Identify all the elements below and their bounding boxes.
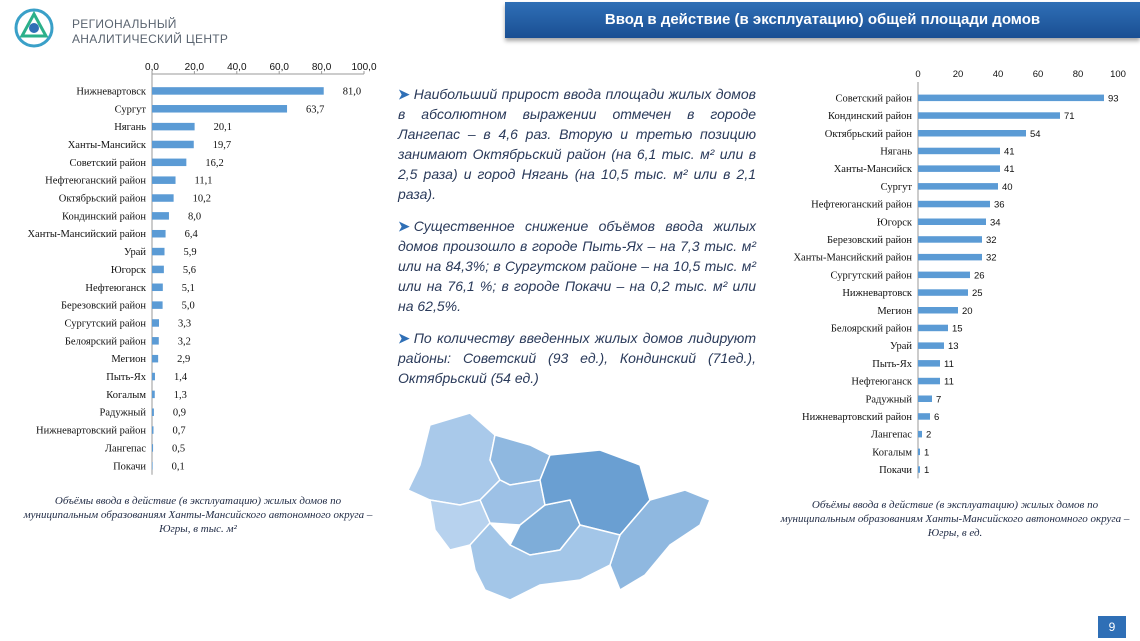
left-data-label: 19,7 xyxy=(212,139,232,151)
right-data-label: 93 xyxy=(1108,93,1119,105)
left-category-label: Мегион xyxy=(111,354,146,366)
left-category-label: Сургут xyxy=(114,104,146,116)
left-bar xyxy=(152,355,158,363)
left-category-label: Кондинский район xyxy=(62,211,146,223)
right-data-label: 1 xyxy=(924,465,930,477)
left-bar xyxy=(152,426,153,434)
left-bar xyxy=(152,373,155,381)
page-number: 9 xyxy=(1098,616,1126,638)
right-category-label: Нижневартовский район xyxy=(802,411,912,423)
right-category-label: Нефтеюганск xyxy=(851,376,912,388)
right-data-label: 36 xyxy=(994,199,1005,211)
left-category-label: Ханты-Мансийский район xyxy=(27,229,146,241)
notes-panel xyxy=(398,84,756,400)
left-tick-label: 100,0 xyxy=(351,62,377,73)
left-bar xyxy=(152,462,153,470)
logo-line2: АНАЛИТИЧЕСКИЙ ЦЕНТР xyxy=(72,32,229,46)
right-category-label: Березовский район xyxy=(827,234,912,246)
right-tick-label: 20 xyxy=(952,69,964,80)
right-data-label: 20 xyxy=(962,305,973,317)
map-region-west xyxy=(408,413,500,505)
left-category-label: Нижневартовский район xyxy=(36,425,146,437)
right-bar xyxy=(918,289,968,296)
note-3-text: По количеству введенных жилых домов лидируют районы: Советский (93 ед.), Кондинский (71ед.), Октябрьский (54 ед.) xyxy=(398,330,756,386)
left-bar xyxy=(152,176,176,184)
caption-left: Объёмы ввода в действие (в эксплуатацию) жилых домов по муниципальным образованиям Ханты-Мансийского автономного округа – Югры, в тыс. м² xyxy=(23,495,373,535)
right-bar xyxy=(918,165,1000,172)
right-bar xyxy=(918,342,944,349)
right-tick-label: 80 xyxy=(1072,69,1084,80)
left-category-label: Покачи xyxy=(113,461,146,473)
left-bar xyxy=(152,87,324,95)
right-data-label: 11 xyxy=(944,376,954,388)
left-data-label: 16,2 xyxy=(205,157,224,169)
left-bar xyxy=(152,248,165,256)
right-bar xyxy=(918,219,986,226)
right-tick-label: 100 xyxy=(1110,69,1126,80)
left-data-label: 3,3 xyxy=(177,318,192,330)
left-category-label: Советский район xyxy=(69,157,146,169)
left-category-label: Пыть-Ях xyxy=(106,372,146,384)
left-data-label: 5,1 xyxy=(181,282,195,294)
right-category-label: Лангепас xyxy=(870,429,912,441)
left-tick-label: 0,0 xyxy=(145,62,159,73)
left-category-label: Нефтеюганск xyxy=(85,282,146,294)
right-data-label: 54 xyxy=(1030,128,1041,140)
right-category-label: Ханты-Мансийский район xyxy=(793,252,912,264)
right-data-label: 15 xyxy=(952,323,963,335)
right-data-label: 32 xyxy=(986,252,997,264)
right-data-label: 6 xyxy=(934,411,940,423)
arrow-icon: ➤ xyxy=(398,330,410,346)
note-3 xyxy=(398,328,756,388)
right-bar xyxy=(918,307,958,314)
left-data-label: 6,4 xyxy=(184,229,198,241)
right-category-label: Покачи xyxy=(879,465,912,477)
left-category-label: Лангепас xyxy=(104,443,146,455)
right-category-label: Советский район xyxy=(835,93,912,105)
right-data-label: 32 xyxy=(986,234,997,246)
left-bar xyxy=(152,105,287,113)
left-category-label: Радужный xyxy=(99,407,146,419)
arrow-icon: ➤ xyxy=(398,86,410,102)
left-bar xyxy=(152,319,159,327)
left-data-label: 3,2 xyxy=(177,336,191,348)
right-bar xyxy=(918,112,1060,119)
right-data-label: 7 xyxy=(936,394,942,406)
right-bar xyxy=(918,466,920,473)
left-tick-label: 80,0 xyxy=(311,62,332,73)
left-data-label: 5,6 xyxy=(182,264,196,276)
right-data-label: 34 xyxy=(990,217,1001,229)
left-data-label: 81,0 xyxy=(342,86,362,98)
left-category-label: Сургутский район xyxy=(64,318,146,330)
chart-right-area xyxy=(770,62,1140,482)
left-tick-label: 20,0 xyxy=(184,62,205,73)
right-bar xyxy=(918,413,930,420)
note-1 xyxy=(398,84,756,204)
right-bar xyxy=(918,360,940,367)
left-category-label: Березовский район xyxy=(61,300,146,312)
right-bar xyxy=(918,254,982,261)
left-bar xyxy=(152,212,169,220)
left-bar xyxy=(152,444,153,452)
left-bar xyxy=(152,408,154,416)
left-data-label: 8,0 xyxy=(187,211,202,223)
left-data-label: 0,1 xyxy=(171,461,185,473)
right-category-label: Октябрьский район xyxy=(824,128,912,140)
right-data-label: 11 xyxy=(944,358,954,370)
left-data-label: 20,1 xyxy=(213,122,232,134)
left-bar xyxy=(152,284,163,292)
right-category-label: Когалым xyxy=(872,447,912,459)
left-data-label: 1,4 xyxy=(173,372,188,384)
right-data-label: 41 xyxy=(1004,164,1015,176)
right-data-label: 2 xyxy=(926,429,932,441)
left-category-label: Нягань xyxy=(114,122,146,134)
note-2-text: Существенное снижение объёмов ввода жилых домов произошло в городе Пыть-Ях – на 7,3 тыс. м² или на 84,3%; в Сургутском районе – на 10,5 тыс. м² или на 76,1 %; в городе Покачи – на 0,2 тыс. м² или на 62,5%. xyxy=(398,218,756,314)
region-map xyxy=(400,405,720,615)
right-tick-label: 40 xyxy=(992,69,1004,80)
left-data-label: 0,5 xyxy=(172,443,186,455)
right-bar xyxy=(918,201,990,208)
right-category-label: Кондинский район xyxy=(828,111,912,123)
right-category-label: Мегион xyxy=(877,305,912,317)
left-bar xyxy=(152,301,163,309)
right-category-label: Радужный xyxy=(865,394,912,406)
arrow-icon: ➤ xyxy=(398,218,410,234)
left-bar xyxy=(152,123,195,131)
left-category-label: Когалым xyxy=(106,389,146,401)
left-data-label: 2,9 xyxy=(177,354,191,366)
right-category-label: Нижневартовск xyxy=(842,288,912,300)
right-bar xyxy=(918,378,940,385)
left-bar xyxy=(152,141,194,149)
right-bar xyxy=(918,148,1000,155)
left-data-label: 10,2 xyxy=(192,193,211,205)
left-category-label: Нижневартовск xyxy=(76,86,146,98)
left-tick-label: 40,0 xyxy=(227,62,247,73)
right-data-label: 40 xyxy=(1002,181,1013,193)
left-data-label: 5,9 xyxy=(183,247,197,259)
right-category-label: Нягань xyxy=(880,146,912,158)
right-category-label: Белоярский район xyxy=(830,323,912,335)
note-1-text: Наибольший прирост ввода площади жилых домов в абсолютном выражении отмечен в городе Лангепас – в 4,6 раз. Вторую и третью позицию занимают Октябрьский район (на 6,1 тыс. м² или в 2,5 раза) и город Нягань (на 10,5 тыс. м² или в 2,1 раза). xyxy=(398,86,756,202)
note-2 xyxy=(398,216,756,316)
right-data-label: 71 xyxy=(1064,111,1075,123)
right-category-label: Нефтеюганский район xyxy=(811,199,912,211)
right-bar xyxy=(918,130,1026,137)
left-bar xyxy=(152,391,155,399)
left-category-label: Октябрьский район xyxy=(58,193,146,205)
right-data-label: 41 xyxy=(1004,146,1015,158)
right-data-label: 26 xyxy=(974,270,985,282)
right-category-label: Сургутский район xyxy=(830,270,912,282)
right-category-label: Пыть-Ях xyxy=(872,358,912,370)
right-data-label: 13 xyxy=(948,341,959,353)
right-bar xyxy=(918,272,970,279)
right-bar xyxy=(918,396,932,403)
left-bar xyxy=(152,337,159,345)
left-data-label: 11,1 xyxy=(194,175,213,187)
right-tick-label: 0 xyxy=(915,69,921,80)
right-data-label: 25 xyxy=(972,288,983,300)
left-category-label: Ханты-Мансийск xyxy=(67,139,146,151)
chart-left-area xyxy=(0,58,400,483)
page-title: Ввод в действие (в эксплуатацию) общей площади домов xyxy=(604,11,1041,28)
left-tick-label: 60,0 xyxy=(269,62,289,73)
left-data-label: 5,0 xyxy=(181,300,195,312)
logo-text xyxy=(72,17,228,47)
right-bar xyxy=(918,183,998,190)
left-bar xyxy=(152,159,186,167)
left-data-label: 1,3 xyxy=(173,389,187,401)
right-bar xyxy=(918,449,920,456)
right-category-label: Сургут xyxy=(880,181,912,193)
logo-line1: РЕГИОНАЛЬНЫЙ xyxy=(72,17,177,31)
right-data-label: 1 xyxy=(924,447,930,459)
right-category-label: Урай xyxy=(889,341,912,353)
right-bar xyxy=(918,325,948,332)
left-category-label: Урай xyxy=(123,247,146,259)
left-bar xyxy=(152,230,166,238)
right-tick-label: 60 xyxy=(1032,69,1044,80)
left-bar xyxy=(152,194,174,202)
left-category-label: Нефтеюганский район xyxy=(45,175,146,187)
left-data-label: 63,7 xyxy=(306,104,325,116)
left-data-label: 0,7 xyxy=(172,425,186,437)
left-data-label: 0,9 xyxy=(172,407,187,419)
right-bar xyxy=(918,236,982,243)
caption-right: Объёмы ввода в действие (в эксплуатацию) жилых домов по муниципальным образованиям Ханты-Мансийского автономного округа – Югры, в ед. xyxy=(780,499,1130,539)
left-category-label: Белоярский район xyxy=(64,336,146,348)
logo-mark xyxy=(12,6,56,50)
title-bar xyxy=(505,2,1140,38)
right-category-label: Ханты-Мансийск xyxy=(833,164,912,176)
left-bar xyxy=(152,266,164,274)
right-category-label: Югорск xyxy=(876,217,912,229)
right-bar xyxy=(918,431,922,438)
left-category-label: Югорск xyxy=(110,264,146,276)
logo xyxy=(12,6,252,50)
right-bar xyxy=(918,95,1104,102)
